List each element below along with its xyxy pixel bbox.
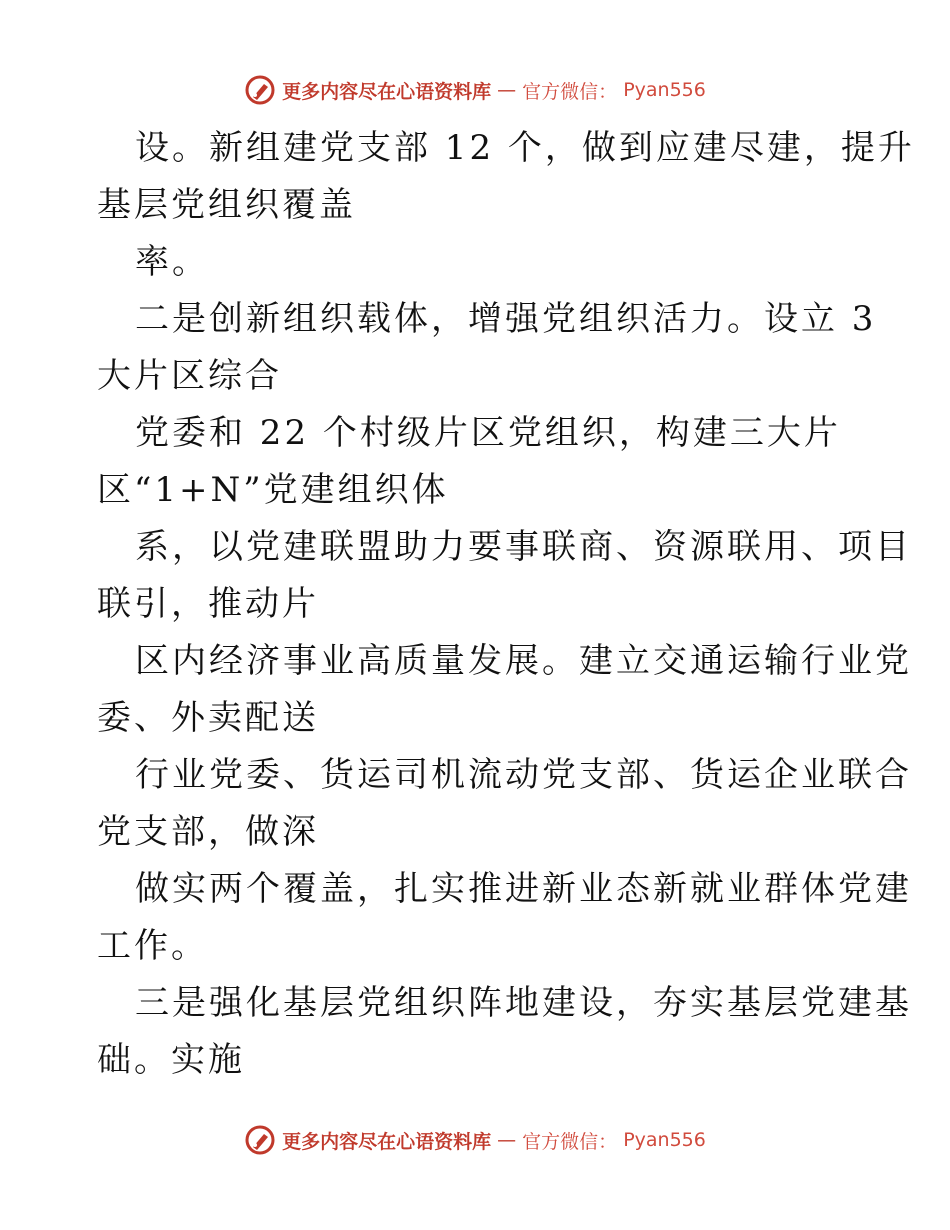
footer-official-label: 官方微信： — [522, 1130, 618, 1153]
body-line: 党委和 22 个村级片区党组织，构建三大片 — [135, 413, 841, 453]
header-official-label: 官方微信： — [522, 80, 618, 103]
footer-brand-text: 更多内容尽在心语资料库 — [282, 1130, 492, 1153]
body-line: 区“1+N”党建组织体 — [97, 470, 449, 510]
body-line: 系，以党建联盟助力要事联商、资源联用、项目 — [135, 527, 912, 567]
body-line: 工作。 — [97, 926, 208, 966]
body-line: 委、外卖配送 — [97, 698, 319, 738]
body-line: 大片区综合 — [97, 356, 282, 396]
body-line: 区内经济事业高质量发展。建立交通运输行业党 — [135, 641, 912, 681]
body-line: 基层党组织覆盖 — [97, 185, 356, 225]
body-line: 做实两个覆盖，扎实推进新业态新就业群体党建 — [135, 869, 912, 909]
footer-wechat-id: Pyan556 — [623, 1129, 706, 1151]
body-line: 设。新组建党支部 12 个，做到应建尽建，提升 — [135, 128, 915, 168]
header-wechat-id: Pyan556 — [623, 79, 706, 101]
document-body — [97, 120, 915, 1089]
body-line: 行业党委、货运司机流动党支部、货运企业联合 — [135, 755, 912, 795]
body-line: 党支部，做深 — [97, 812, 319, 852]
footer-separator: — — [497, 1129, 517, 1151]
header-banner — [0, 70, 950, 110]
body-line: 础。实施 — [97, 1040, 245, 1080]
header-separator: — — [497, 79, 517, 101]
body-line: 联引，推动片 — [97, 584, 319, 624]
body-line: 三是强化基层党组织阵地建设，夯实基层党建基 — [135, 983, 912, 1023]
body-line: 二是创新组织载体，增强党组织活力。设立 3 — [135, 299, 877, 339]
pen-logo-icon — [244, 1124, 276, 1156]
header-brand-text: 更多内容尽在心语资料库 — [282, 80, 492, 103]
pen-logo-icon — [244, 74, 276, 106]
footer-banner — [0, 1120, 950, 1160]
body-line: 率。 — [135, 242, 209, 282]
